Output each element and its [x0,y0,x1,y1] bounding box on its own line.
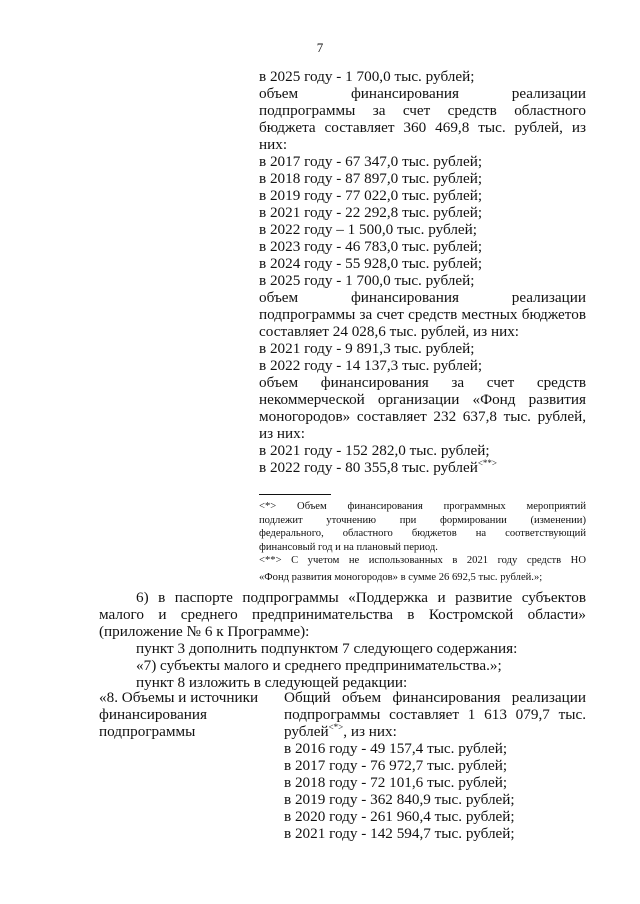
table-value-line: подпрограммы составляет 1 613 079,7 тыс. [284,706,586,723]
year-line: в 2019 году - 77 022,0 тыс. рублей; [259,187,483,204]
table-label-line: подпрограммы [99,723,196,740]
table-value-text: рублей [284,723,329,740]
year-line: в 2022 году - 14 137,3 тыс. рублей; [259,357,483,374]
page-number: 7 [316,40,324,55]
paragraph-line: «7) субъекты малого и среднего предпринимательства.»; [136,657,502,674]
paragraph-line: пункт 8 изложить в следующей редакции: [136,674,408,691]
footnote-line: федерального, областного бюджетов на соответствующий [259,528,586,539]
amendment-text [99,589,586,691]
year-line: в 2021 году - 152 282,0 тыс. рублей; [259,442,490,459]
year-line-text: в 2022 году - 80 355,8 тыс. рублей [259,459,478,476]
footnote-marker: <**> [477,458,497,468]
funding-line: подпрограммы за счет средств областного [259,102,586,119]
paragraph-line: пункт 3 дополнить подпунктом 7 следующего содержания: [136,640,518,657]
year-line: в 2025 году - 1 700,0 тыс. рублей; [259,272,475,289]
year-line: в 2017 году - 67 347,0 тыс. рублей; [259,153,483,170]
paragraph-line: малого и среднего предпринимательства в Костромской области» [99,606,586,623]
funding-line: из них: [259,425,305,442]
table-label-column [99,689,264,740]
table-label-line: «8. Объемы и источники [99,689,259,706]
funding-line: объем финансирования реализации [259,289,586,306]
footnote-line: подлежит уточнению при формировании (изменении) [259,514,586,526]
funding-line: них: [259,136,288,153]
year-line [259,459,586,476]
year-line: в 2024 году - 55 928,0 тыс. рублей; [259,255,483,272]
table-value-text: , из них: [343,723,397,740]
table-value-line [284,723,586,740]
footnote-divider [259,494,331,495]
year-line: в 2018 году - 87 897,0 тыс. рублей; [259,170,483,187]
funding-line: составляет 24 028,6 тыс. рублей, из них: [259,323,520,340]
funding-line: некоммерческой организации «Фонд развития [259,391,586,408]
year-line: в 2023 году - 46 783,0 тыс. рублей; [259,238,483,255]
table-value-line: Общий объем финансирования реализации [284,689,586,706]
year-line: в 2021 году - 142 594,7 тыс. рублей; [284,825,515,842]
footnote-marker: <*> [328,722,344,732]
funding-line: объем финансирования за счет средств [259,374,586,391]
year-line: в 2022 году – 1 500,0 тыс. рублей; [259,221,477,238]
footnotes [259,500,586,584]
table-label-line: финансирования [99,706,207,723]
funding-line: объем финансирования реализации [259,85,586,102]
year-line: в 2018 году - 72 101,6 тыс. рублей; [284,774,508,791]
funding-line: подпрограммы за счет средств местных бюджетов [259,306,586,323]
footnote-line: <**> С учетом не использованных в 2021 году средств НО [259,555,586,566]
year-line: в 2020 году - 261 960,4 тыс. рублей; [284,808,515,825]
paragraph-line: (приложение № 6 к Программе): [99,623,310,640]
funding-line: бюджета составляет 360 469,8 тыс. рублей, из [259,119,586,136]
year-line: в 2016 году - 49 157,4 тыс. рублей; [284,740,508,757]
year-line: в 2019 году - 362 840,9 тыс. рублей; [284,791,515,808]
funding-line: в 2025 году - 1 700,0 тыс. рублей; [259,68,475,85]
year-line: в 2017 году - 76 972,7 тыс. рублей; [284,757,508,774]
funding-line: моногородов» составляет 232 637,8 тыс. рублей, [259,408,586,425]
year-line: в 2021 году - 9 891,3 тыс. рублей; [259,340,475,357]
paragraph-line: 6) в паспорте подпрограммы «Поддержка и развитие субъектов [136,589,586,606]
footnote-line: «Фонд развития моногородов» в сумме 26 692,5 тыс. рублей.»; [259,571,543,583]
funding-column [259,68,586,476]
table-value-column [284,689,586,842]
footnote-line: <*> Объем финансирования программных мероприятий [259,501,586,512]
year-line: в 2021 году - 22 292,8 тыс. рублей; [259,204,483,221]
footnote-line: финансовый год и на плановый период. [259,541,438,553]
